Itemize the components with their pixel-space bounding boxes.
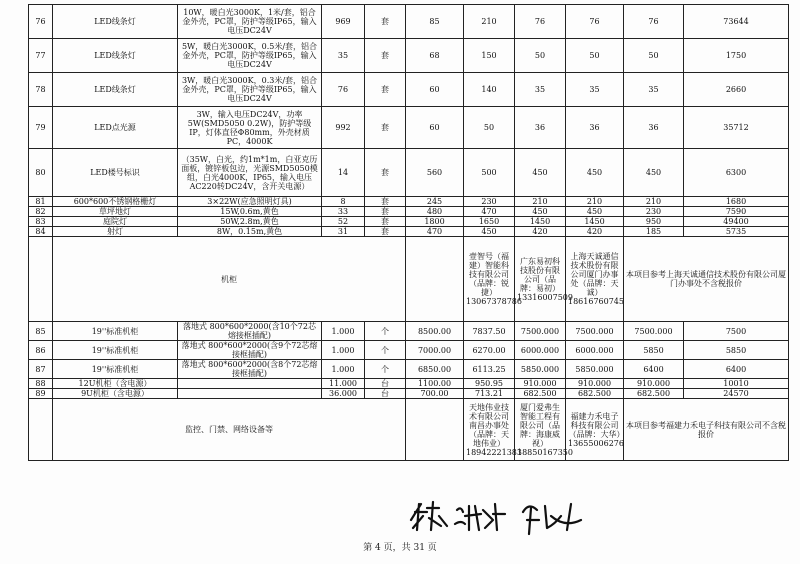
cell-qty: 1.000: [322, 360, 365, 379]
cell-p4: 682.500: [566, 389, 624, 399]
cell-p2: 150: [464, 39, 515, 73]
cell-p1: 245: [406, 197, 464, 207]
table-row: [29, 379, 789, 389]
cell-name: 19''标准机柜: [53, 341, 178, 360]
cell-qty: 1.000: [322, 322, 365, 341]
cell-spec: 落地式 800*600*2000(含9个72芯熔接框插配): [178, 341, 322, 360]
cell-spec: 3×22W(应急照明灯具): [178, 197, 322, 207]
table-row: [29, 360, 789, 379]
cell-unit: 套: [365, 227, 406, 237]
cell-total: 6300: [684, 149, 789, 197]
cell-p5: 36: [624, 107, 684, 149]
cell-p5: 5850: [624, 341, 684, 360]
cell-p5: 50: [624, 39, 684, 73]
cell-p3: 5850.000: [515, 360, 566, 379]
cell-qty: 31: [322, 227, 365, 237]
cell-unit: 套: [365, 39, 406, 73]
cell-p2: 6113.25: [464, 360, 515, 379]
cell-qty: 11.000: [322, 379, 365, 389]
cell-p4: 35: [566, 73, 624, 107]
cell-spec: 3W，输入电压DC24V，功率5W(SMD5050 0.2W)，防护等级IP，灯体直径Φ80mm，外壳材质PC，4000K: [178, 107, 322, 149]
cell-p3: 1450: [515, 217, 566, 227]
cell-p5: 185: [624, 227, 684, 237]
cell-qty: 35: [322, 39, 365, 73]
cell-p2: 500: [464, 149, 515, 197]
security-section-title: 监控、门禁、网络设备等: [53, 399, 406, 461]
price-table: [28, 4, 789, 461]
table-row: [29, 227, 789, 237]
cell-name: LED线条灯: [53, 73, 178, 107]
table-row: [29, 149, 789, 197]
cell-p3: 50: [515, 39, 566, 73]
cell-p3: 682.500: [515, 389, 566, 399]
cell-p2: 140: [464, 73, 515, 107]
security-section-row: [29, 399, 789, 461]
cell-no: 85: [29, 322, 53, 341]
cell-spec: 落地式 800*600*2000(含10个72芯熔接框插配): [178, 322, 322, 341]
cabinet-section-title: 机柜: [53, 237, 406, 322]
cell-name: 9U机柜（含电源）: [53, 389, 178, 399]
cell-unit: 套: [365, 207, 406, 217]
cell-p5: 76: [624, 5, 684, 39]
cell-p1: 560: [406, 149, 464, 197]
cell-p2: 210: [464, 5, 515, 39]
cell-no: 77: [29, 39, 53, 73]
cell-p3: 6000.000: [515, 341, 566, 360]
cell-p2: 6270.00: [464, 341, 515, 360]
table-row: [29, 207, 789, 217]
cell-total: 7590: [684, 207, 789, 217]
cell-p3: 210: [515, 197, 566, 207]
cell-p5: 910.000: [624, 379, 684, 389]
cell-no: 83: [29, 217, 53, 227]
cell-total: 1750: [684, 39, 789, 73]
cell-p3: 450: [515, 149, 566, 197]
cell-no: 87: [29, 360, 53, 379]
cell-unit: 套: [365, 5, 406, 39]
cell-name: 12U机柜（含电源）: [53, 379, 178, 389]
cell-unit: 套: [365, 73, 406, 107]
cell-p4: 50: [566, 39, 624, 73]
cell-p3: 7500.000: [515, 322, 566, 341]
cell-spec: 50W,2.8m,黄色: [178, 217, 322, 227]
cell-p1: 60: [406, 73, 464, 107]
cell-p3: 35: [515, 73, 566, 107]
cell-p4: 7500.000: [566, 322, 624, 341]
cell-p1: 60: [406, 107, 464, 149]
cell-no: 84: [29, 227, 53, 237]
cell-p3: 450: [515, 207, 566, 217]
cell-spec: （35W，白光，约1m*1m，白亚克历面板，镀锌板包边，光源SMD5050模组，白光4000K，IP65，输入电压AC220转DC24V，含开关电源）: [178, 149, 322, 197]
cell-p5: 210: [624, 197, 684, 207]
cell-p5: 450: [624, 149, 684, 197]
cell-p4: 36: [566, 107, 624, 149]
cell-qty: 969: [322, 5, 365, 39]
cell-p2: 50: [464, 107, 515, 149]
cell-total: 5735: [684, 227, 789, 237]
cell-total: 7500: [684, 322, 789, 341]
cell-p4: 210: [566, 197, 624, 207]
cell-name: 射灯: [53, 227, 178, 237]
cell-p3: 36: [515, 107, 566, 149]
vendor-quote-1: 壹智号（福建）智能科技有限公司（品牌：锐捷）13067378786: [464, 237, 515, 322]
cell-no: 79: [29, 107, 53, 149]
cell-spec: [178, 379, 322, 389]
cell-p1: 1100.00: [406, 379, 464, 389]
cell-p5: 682.500: [624, 389, 684, 399]
cell-total: 10010: [684, 379, 789, 389]
cell-name: 庭院灯: [53, 217, 178, 227]
cell-p2: 470: [464, 207, 515, 217]
cell-p2: 950.95: [464, 379, 515, 389]
vendor-quote-3: 上海天诚通信技术股份有限公司厦门办事处（品牌：天诚）18616760745: [566, 237, 624, 322]
cell-qty: 8: [322, 197, 365, 207]
cell-p1: 85: [406, 5, 464, 39]
cell-p4: 450: [566, 207, 624, 217]
cell-p1: 68: [406, 39, 464, 73]
cell-unit: 套: [365, 149, 406, 197]
cell-unit: 个: [365, 341, 406, 360]
cell-name: LED线条灯: [53, 5, 178, 39]
table-row: [29, 389, 789, 399]
page-footer: 第 4 页，共 31 页: [363, 543, 437, 553]
cell-spec: [178, 389, 322, 399]
cell-spec: 落地式 800*600*2000(含8个72芯熔接框插配): [178, 360, 322, 379]
cell-no: 88: [29, 379, 53, 389]
cell-total: 49400: [684, 217, 789, 227]
vendor-quote-2: 广东易初科技股份有限公司（品牌：易初）13316007509: [515, 237, 566, 322]
reference-note: 本项目参考福建力禾电子科技有限公司不含税报价: [624, 399, 789, 461]
cell-p2: 450: [464, 227, 515, 237]
table-row: [29, 39, 789, 73]
cell-unit: 台: [365, 379, 406, 389]
cell-p3: 910.000: [515, 379, 566, 389]
cell-qty: 36.000: [322, 389, 365, 399]
cell-p5: 6400: [624, 360, 684, 379]
cell-p4: 420: [566, 227, 624, 237]
cell-total: 35712: [684, 107, 789, 149]
cell-p1: 480: [406, 207, 464, 217]
cell-unit: 套: [365, 217, 406, 227]
cell-p5: 7500.000: [624, 322, 684, 341]
cell-unit: 个: [365, 360, 406, 379]
cell-p1: 8500.00: [406, 322, 464, 341]
cell-no: 82: [29, 207, 53, 217]
cell-unit: 套: [365, 107, 406, 149]
cell-qty: 52: [322, 217, 365, 227]
table-row: [29, 322, 789, 341]
cell-total: 73644: [684, 5, 789, 39]
cell-qty: 33: [322, 207, 365, 217]
cell-p1: 6850.00: [406, 360, 464, 379]
cell-p2: 1650: [464, 217, 515, 227]
cell-p4: 5850.000: [566, 360, 624, 379]
table-row: [29, 73, 789, 107]
cell-qty: 14: [322, 149, 365, 197]
cell-p2: 713.21: [464, 389, 515, 399]
cell-qty: 992: [322, 107, 365, 149]
cell-no: 81: [29, 197, 53, 207]
cell-p4: 910.000: [566, 379, 624, 389]
table-row: [29, 197, 789, 207]
cell-unit: 套: [365, 197, 406, 207]
cell-spec: 5W，暖白光3000K，0.5米/套，铝合金外壳，PC罩，防护等级IP65，输入电压DC24V: [178, 39, 322, 73]
table-row: [29, 107, 789, 149]
cell-p5: 35: [624, 73, 684, 107]
cell-p3: 76: [515, 5, 566, 39]
cell-name: 草坪地灯: [53, 207, 178, 217]
cell-name: 19''标准机柜: [53, 360, 178, 379]
cell-p1: 700.00: [406, 389, 464, 399]
cell-name: LED线条灯: [53, 39, 178, 73]
handwritten-signatures: [405, 490, 605, 538]
cell-p3: 420: [515, 227, 566, 237]
cell-p1: 470: [406, 227, 464, 237]
reference-note: 本项目参考上海天诚通信技术股份有限公司厦门办事处不含税报价: [624, 237, 789, 322]
cell-no: 89: [29, 389, 53, 399]
cell-p4: 1450: [566, 217, 624, 227]
cell-total: 24570: [684, 389, 789, 399]
vendor-quote-2: 厦门爱弗生智能工程有限公司（品牌：海康威视）18850167350: [515, 399, 566, 461]
vendor-quote-1: 天地伟业技术有限公司南昌办事处（品牌：天地伟业）18942221383: [464, 399, 515, 461]
table-row: [29, 5, 789, 39]
cell-p4: 450: [566, 149, 624, 197]
cell-total: 2660: [684, 73, 789, 107]
cell-p2: 230: [464, 197, 515, 207]
vendor-quote-3: 福建力禾电子科技有限公司（品牌：大华）13655006276: [566, 399, 624, 461]
cell-no: 86: [29, 341, 53, 360]
cell-no: 80: [29, 149, 53, 197]
cell-spec: 15W,0.6m,黄色: [178, 207, 322, 217]
cell-qty: 1.000: [322, 341, 365, 360]
cell-p4: 6000.000: [566, 341, 624, 360]
cell-name: LED楼号标识: [53, 149, 178, 197]
table-row: [29, 341, 789, 360]
cell-p4: 76: [566, 5, 624, 39]
cell-total: 6400: [684, 360, 789, 379]
cell-p1: 1800: [406, 217, 464, 227]
cell-unit: 个: [365, 322, 406, 341]
cell-p2: 7837.50: [464, 322, 515, 341]
cell-p5: 230: [624, 207, 684, 217]
cell-name: 19''标准机柜: [53, 322, 178, 341]
cell-spec: 10W，暖白光3000K，1米/套，铝合金外壳，PC罩，防护等级IP65，输入电压DC24V: [178, 5, 322, 39]
cell-name: 600*600不锈钢格栅灯: [53, 197, 178, 207]
cell-unit: 台: [365, 389, 406, 399]
cabinet-section-row: [29, 237, 789, 322]
cell-total: 1680: [684, 197, 789, 207]
cell-name: LED点光源: [53, 107, 178, 149]
cell-spec: 3W，暖白光3000K，0.3米/套，铝合金外壳，PC罩，防护等级IP65，输入电压DC24V: [178, 73, 322, 107]
cell-no: 78: [29, 73, 53, 107]
cell-no: 76: [29, 5, 53, 39]
cell-spec: 8W，0.15m,黄色: [178, 227, 322, 237]
cell-total: 5850: [684, 341, 789, 360]
cell-qty: 76: [322, 73, 365, 107]
table-row: [29, 217, 789, 227]
cell-p1: 7000.00: [406, 341, 464, 360]
cell-p5: 950: [624, 217, 684, 227]
